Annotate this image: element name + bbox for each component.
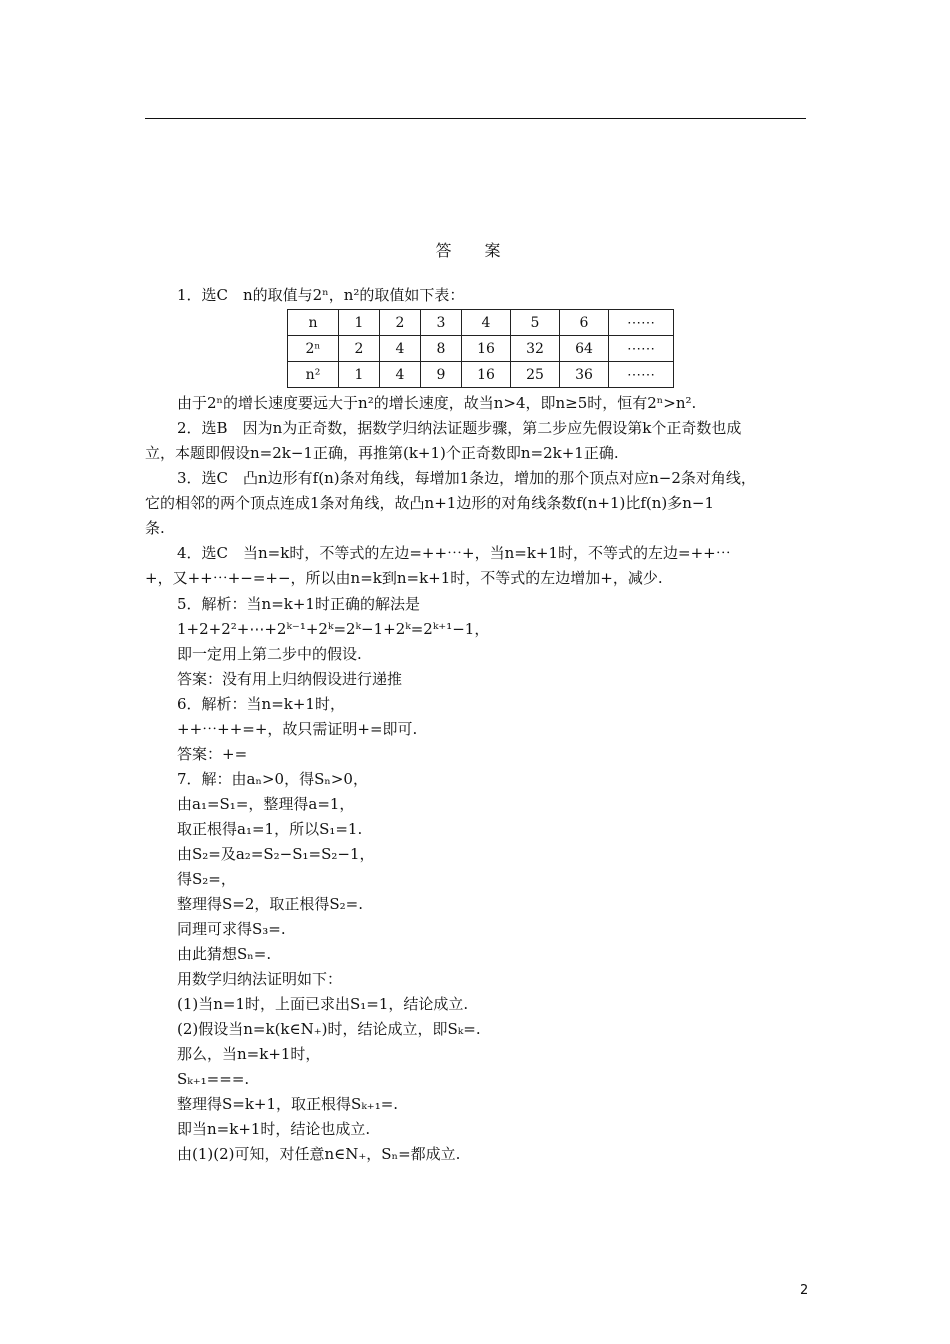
q7-line: 用数学归纳法证明如下：	[177, 970, 343, 988]
q6-line: 6．解析：当n=k+1时，	[177, 695, 345, 713]
table-cell: 25	[511, 362, 560, 388]
table-cell: 3	[421, 310, 462, 336]
q6-answer: 答案：+=	[177, 745, 248, 763]
q6-line: ++⋯++=+，故只需证明+=即可.	[177, 720, 418, 738]
table-cell: 9	[421, 362, 462, 388]
table-cell: 16	[462, 336, 511, 362]
table-cell: 2ⁿ	[288, 336, 339, 362]
q7-line: 同理可求得S₃=.	[177, 920, 286, 938]
table-cell: 2	[339, 336, 380, 362]
q2-line: 立，本题即假设n=2k−1正确，再推第(k+1)个正奇数即n=2k+1正确.	[145, 444, 619, 462]
q1-intro: 1．选C n的取值与2ⁿ，n²的取值如下表：	[177, 286, 465, 304]
q7-line: 那么，当n=k+1时，	[177, 1045, 321, 1063]
q7-line: 整理得S=k+1，取正根得Sₖ₊₁=.	[177, 1095, 399, 1113]
table-cell: n²	[288, 362, 339, 388]
q5-line: 1+2+2²+⋯+2ᵏ⁻¹+2ᵏ=2ᵏ−1+2ᵏ=2ᵏ⁺¹−1，	[177, 620, 490, 638]
table-cell: 4	[380, 362, 421, 388]
table-cell: 36	[560, 362, 609, 388]
q1-note: 由于2ⁿ的增长速度要远大于n²的增长速度，故当n>4，即n≥5时，恒有2ⁿ>n².	[177, 394, 697, 412]
table-cell: ⋯⋯	[609, 310, 674, 336]
q4-line: +，又++⋯+−=+−，所以由n=k到n=k+1时，不等式的左边增加+，减少.	[145, 569, 663, 587]
q7-line: 7．解：由aₙ>0，得Sₙ>0，	[177, 770, 368, 788]
table-cell: 8	[421, 336, 462, 362]
q7-line: 由此猜想Sₙ=.	[177, 945, 272, 963]
q4-line: 4．选C 当n=k时，不等式的左边=++⋯+，当n=k+1时，不等式的左边=++⋯	[177, 544, 731, 562]
q5-line: 5．解析：当n=k+1时正确的解法是	[177, 595, 420, 613]
table-cell: 16	[462, 362, 511, 388]
q3-line: 它的相邻的两个顶点连成1条对角线，故凸n+1边形的对角线条数f(n+1)比f(n)多n−1	[145, 494, 715, 512]
q5-line: 即一定用上第二步中的假设.	[177, 645, 362, 663]
table-row	[288, 336, 674, 362]
q7-line: 由S₂=及a₂=S₂−S₁=S₂−1，	[177, 845, 375, 863]
q7-line: 取正根得a₁=1，所以S₁=1.	[177, 820, 363, 838]
table-cell: 2	[380, 310, 421, 336]
table-cell: 4	[380, 336, 421, 362]
q7-line: 由(1)(2)可知，对任意n∈N₊，Sₙ=都成立.	[177, 1145, 461, 1163]
table-cell: 64	[560, 336, 609, 362]
q7-line: 由a₁=S₁=，整理得a=1，	[177, 795, 355, 813]
q2-line: 2．选B 因为n为正奇数，据数学归纳法证题步骤，第二步应先假设第k个正奇数也成	[177, 419, 742, 437]
table-cell: 1	[339, 310, 380, 336]
answer-title: 答 案	[435, 241, 515, 260]
q3-line: 条.	[145, 519, 165, 537]
table-cell: n	[288, 310, 339, 336]
table-cell: 6	[560, 310, 609, 336]
table-cell: 1	[339, 362, 380, 388]
q7-line: 整理得S=2，取正根得S₂=.	[177, 895, 364, 913]
table-row	[288, 310, 674, 336]
q7-line: 即当n=k+1时，结论也成立.	[177, 1120, 371, 1138]
q7-line: (1)当n=1时，上面已求出S₁=1，结论成立.	[177, 995, 469, 1013]
q5-answer: 答案：没有用上归纳假设进行递推	[177, 670, 403, 688]
table-cell: 32	[511, 336, 560, 362]
q7-line: (2)假设当n=k(k∈N₊)时，结论成立，即Sₖ=.	[177, 1020, 481, 1038]
table-cell: 5	[511, 310, 560, 336]
page-number: 2	[800, 1283, 809, 1298]
table-cell: ⋯⋯	[609, 336, 674, 362]
q3-line: 3．选C 凸n边形有f(n)条对角线，每增加1条边，增加的那个顶点对应n−2条对角线，	[177, 469, 756, 487]
table-cell: 4	[462, 310, 511, 336]
table-row	[288, 362, 674, 388]
header-rule	[145, 118, 806, 119]
value-table	[287, 309, 674, 388]
table-cell: ⋯⋯	[609, 362, 674, 388]
q7-line: 得S₂=，	[177, 870, 236, 888]
q7-line: Sₖ₊₁===.	[177, 1070, 250, 1088]
